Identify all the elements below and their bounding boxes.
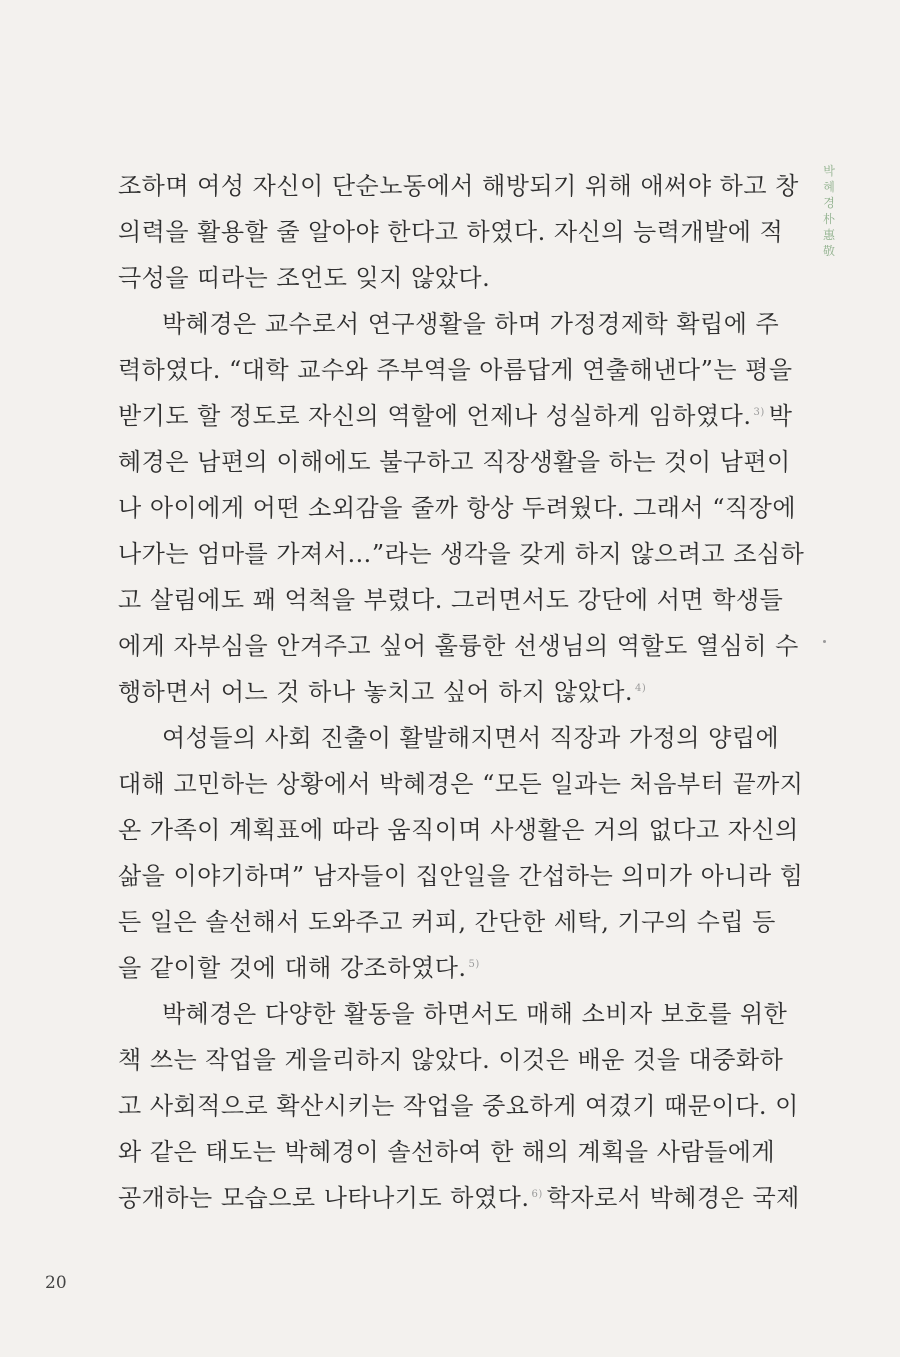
text-line [118, 1175, 800, 1221]
text-line [118, 669, 748, 715]
body-text [118, 163, 805, 1221]
text-line [118, 393, 793, 439]
paragraph-first-line: 박혜경은 다양한 활동을 하면서도 매해 소비자 보호를 위한 [162, 1000, 788, 1028]
text-line: 고 사회적으로 확산시키는 작업을 중요하게 여겼기 때문이다. 이 [118, 1092, 799, 1120]
text-segment: 박 [768, 402, 793, 430]
text-segment: 받기도 할 정도로 자신의 역할에 언제나 성실하게 임하였다. [118, 402, 752, 430]
running-head-char: 敬 [822, 244, 835, 258]
paragraph-first-line: 박혜경은 교수로서 연구생활을 하며 가정경제학 확립에 주 [162, 310, 780, 338]
running-head-char: 朴 [822, 212, 835, 226]
text-line: 든 일은 솔선해서 도와주고 커피, 간단한 세탁, 기구의 수립 등 [118, 908, 776, 936]
text-line: 와 같은 태도는 박혜경이 솔선하여 한 해의 계획을 사람들에게 [118, 1138, 776, 1166]
text-line: 조하며 여성 자신이 단순노동에서 해방되기 위해 애써야 하고 창 [118, 172, 799, 200]
running-head-char: 박 [823, 164, 835, 178]
text-line: 력하였다. “대학 교수와 주부역을 아름답게 연출해낸다”는 평을 [118, 356, 793, 384]
footnote-marker: 5) [468, 959, 480, 970]
footnote-marker: 3) [753, 407, 765, 418]
running-head-char: 惠 [822, 228, 835, 242]
text-line: 나 아이에게 어떤 소외감을 줄까 항상 두려웠다. 그래서 “직장에 [118, 494, 797, 522]
text-segment: 행하면서 어느 것 하나 놓치고 싶어 하지 않았다. [118, 678, 634, 706]
text-line: 에게 자부심을 안겨주고 싶어 훌륭한 선생님의 역할도 열심히 수 [118, 632, 799, 660]
text-line: 대해 고민하는 상황에서 박혜경은 “모든 일과는 처음부터 끝까지 [118, 770, 804, 798]
running-head-char: 경 [823, 196, 835, 210]
text-line: 의력을 활용할 줄 알아야 한다고 하였다. 자신의 능력개발에 적 [118, 218, 784, 246]
text-line: 극성을 띠라는 조언도 잊지 않았다. [118, 264, 491, 292]
text-line: 삶을 이야기하며” 남자들이 집안일을 간섭하는 의미가 아니라 힘 [118, 862, 804, 890]
text-line: 온 가족이 계획표에 따라 움직이며 사생활은 거의 없다고 자신의 [118, 816, 799, 844]
text-line: 고 살림에도 꽤 억척을 부렸다. 그러면서도 강단에 서면 학생들 [118, 586, 784, 614]
margin-dot [823, 640, 826, 643]
text-segment: 을 같이할 것에 대해 강조하였다. [118, 954, 467, 982]
footnote-marker: 6) [531, 1189, 543, 1200]
text-segment: 학자로서 박혜경은 국제 [546, 1184, 800, 1212]
text-line [118, 945, 748, 991]
footnote-marker: 4) [635, 683, 647, 694]
text-line: 책 쓰는 작업을 게을리하지 않았다. 이것은 배운 것을 대중화하 [118, 1046, 784, 1074]
paragraph-first-line: 여성들의 사회 진출이 활발해지면서 직장과 가정의 양립에 [162, 724, 780, 752]
text-segment: 공개하는 모습으로 나타나기도 하였다. [118, 1184, 530, 1212]
running-head [818, 163, 840, 259]
text-line: 나가는 엄마를 가져서…”라는 생각을 갖게 하지 않으려고 조심하 [118, 540, 805, 568]
text-line: 혜경은 남편의 이해에도 불구하고 직장생활을 하는 것이 남편이 [118, 448, 791, 476]
page-number: 20 [45, 1273, 67, 1293]
running-head-char: 혜 [823, 180, 835, 194]
